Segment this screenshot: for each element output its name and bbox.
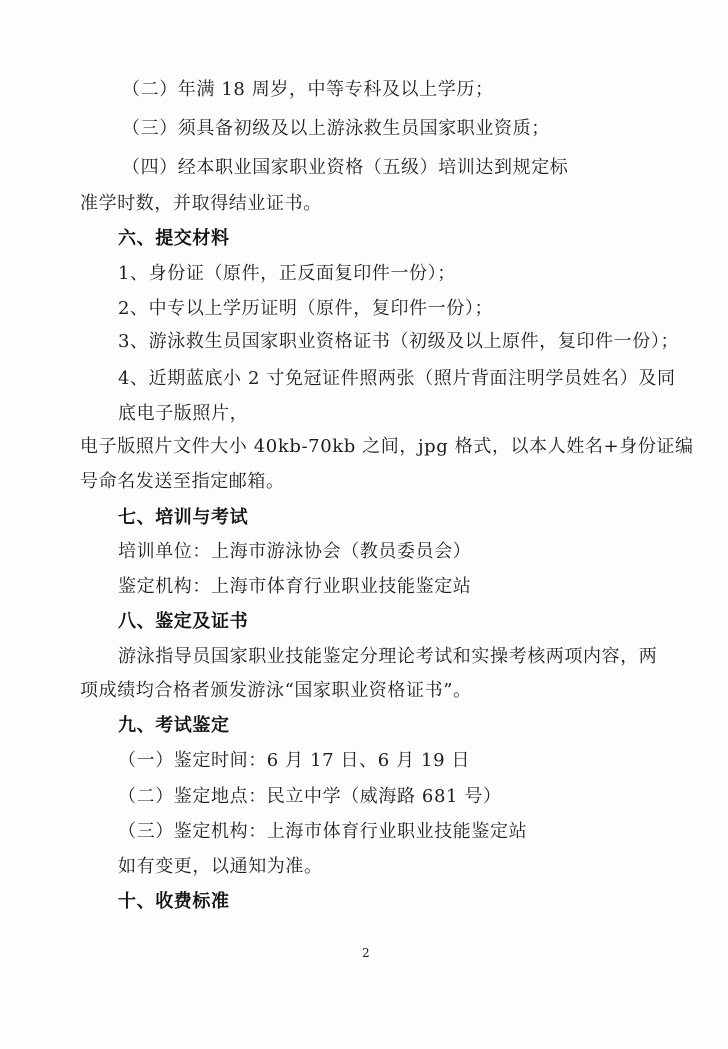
change-notice: 如有变更，以通知为准。 <box>118 856 323 877</box>
exam-location: （二）鉴定地点：民立中学（威海路 681 号） <box>118 786 502 807</box>
photo-file-requirement-line2: 号命名发送至指定邮箱。 <box>80 471 285 492</box>
material-photo-line2: 底电子版照片， <box>118 403 249 424</box>
certificate-description-line1: 游泳指导员国家职业技能鉴定分理论考试和实操考核两项内容，两 <box>118 646 658 667</box>
requirement-training-line1: （四）经本职业国家职业资格（五级）培训达到规定标 <box>122 157 569 178</box>
photo-file-requirement-line1: 电子版照片文件大小 40kb-70kb 之间，jpg 格式，以本人姓名+身份证编 <box>80 436 694 457</box>
material-lifeguard-certificate: 3、游泳救生员国家职业资格证书（初级及以上原件，复印件一份）； <box>118 331 680 352</box>
material-id-card: 1、身份证（原件，正反面复印件一份）； <box>118 263 456 284</box>
certificate-description-line2: 项成绩均合格者颁发游泳“国家职业资格证书”。 <box>80 680 472 701</box>
section-heading-materials: 六、提交材料 <box>118 228 230 249</box>
page-number: 2 <box>362 946 370 960</box>
exam-time: （一）鉴定时间：6 月 17 日、6 月 19 日 <box>118 750 471 771</box>
material-photo-line1: 4、近期蓝底小 2 寸免冠证件照两张（照片背面注明学员姓名）及同 <box>118 368 676 389</box>
exam-institution: （三）鉴定机构：上海市体育行业职业技能鉴定站 <box>118 821 528 842</box>
requirement-lifeguard-qualification: （三）须具备初级及以上游泳救生员国家职业资质； <box>122 118 550 139</box>
section-heading-training-exam: 七、培训与考试 <box>118 507 249 528</box>
material-education-proof: 2、中专以上学历证明（原件，复印件一份）； <box>118 298 494 319</box>
requirement-age-education: （二）年满 18 周岁，中等专科及以上学历； <box>122 79 494 100</box>
section-heading-fees: 十、收费标准 <box>118 891 230 912</box>
training-unit: 培训单位：上海市游泳协会（教员委员会） <box>118 541 472 562</box>
section-heading-certificate: 八、鉴定及证书 <box>118 611 249 632</box>
section-heading-exam-appraisal: 九、考试鉴定 <box>118 715 230 736</box>
appraisal-institution: 鉴定机构：上海市体育行业职业技能鉴定站 <box>118 576 472 597</box>
requirement-training-line2: 准学时数，并取得结业证书。 <box>80 193 322 214</box>
